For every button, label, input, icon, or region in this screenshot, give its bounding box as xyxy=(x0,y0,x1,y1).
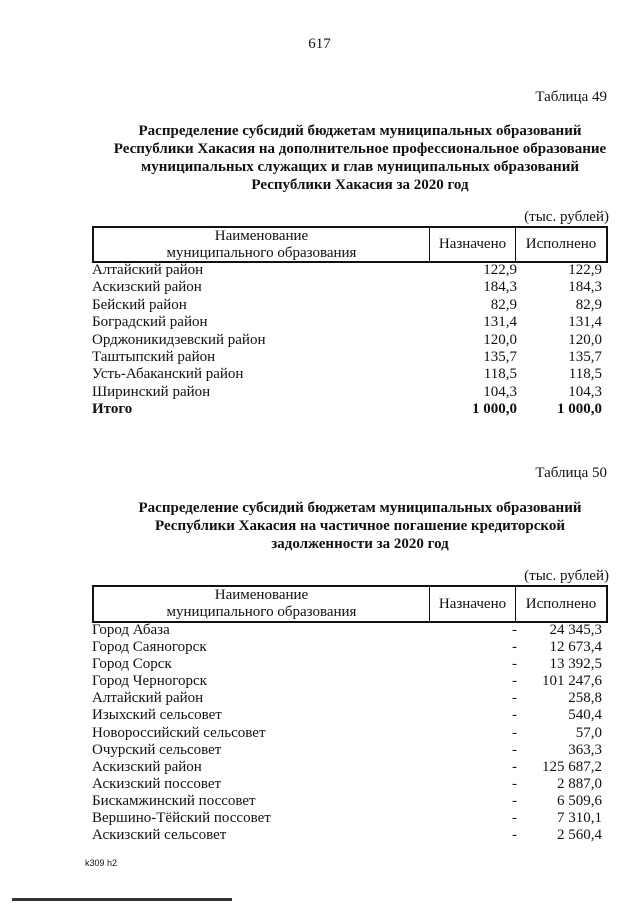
name-cell: Очурский сельсовет xyxy=(92,741,222,758)
executed-cell: 122,9 xyxy=(568,262,602,278)
assigned-cell: - xyxy=(512,724,517,741)
table-row xyxy=(92,332,608,349)
name-cell: Аскизский сельсовет xyxy=(92,827,227,844)
assigned-cell: 82,9 xyxy=(490,296,517,313)
header-name-line: Наименование xyxy=(214,227,309,244)
header-name-line: Наименование xyxy=(214,587,309,603)
table-50-units: (тыс. рублей) xyxy=(524,568,609,584)
table-49-title xyxy=(60,122,639,194)
header-name-line: муниципального образования xyxy=(166,244,357,261)
assigned-cell: - xyxy=(512,622,517,638)
header-name-line: муниципального образования xyxy=(166,604,357,620)
assigned-cell: - xyxy=(512,673,517,690)
executed-cell: 131,4 xyxy=(568,314,602,331)
assigned-cell: - xyxy=(512,810,517,827)
executed-cell: 2 560,4 xyxy=(557,827,602,844)
executed-cell: 120,0 xyxy=(568,331,602,348)
name-cell: Город Сорск xyxy=(92,656,172,673)
executed-cell: 540,4 xyxy=(568,707,602,724)
name-cell: Бискамжинский поссовет xyxy=(92,792,256,809)
executed-cell: 125 687,2 xyxy=(542,758,602,775)
header-executed: Исполнено xyxy=(525,236,597,252)
executed-cell: 363,3 xyxy=(568,741,602,758)
name-cell: Орджоникидзевский район xyxy=(92,331,266,348)
executed-cell: 1 000,0 xyxy=(557,401,602,418)
table-row xyxy=(92,759,608,776)
assigned-cell: - xyxy=(512,741,517,758)
title-line: муниципальных служащих и глав муниципальных образований xyxy=(141,159,579,175)
name-cell: Аскизский поссовет xyxy=(92,775,222,792)
name-cell: Алтайский район xyxy=(92,690,204,707)
assigned-cell: - xyxy=(512,758,517,775)
table-row xyxy=(92,622,608,639)
executed-cell: 104,3 xyxy=(568,383,602,400)
executed-cell: 2 887,0 xyxy=(557,775,602,792)
name-cell: Алтайский район xyxy=(92,262,204,278)
executed-cell: 6 509,6 xyxy=(557,792,602,809)
table-49-units: (тыс. рублей) xyxy=(524,209,609,225)
name-cell: Аскизский район xyxy=(92,279,202,296)
executed-cell: 12 673,4 xyxy=(549,639,602,656)
assigned-cell: 131,4 xyxy=(483,314,517,331)
assigned-cell: 120,0 xyxy=(483,331,517,348)
table-row xyxy=(92,810,608,827)
assigned-cell: - xyxy=(512,707,517,724)
table-49-body xyxy=(92,262,608,419)
executed-cell: 258,8 xyxy=(568,690,602,707)
table-50-body xyxy=(92,622,608,844)
table-row xyxy=(92,639,608,656)
table-row xyxy=(92,262,608,279)
table-row xyxy=(92,349,608,366)
assigned-cell: 135,7 xyxy=(483,348,517,365)
table-row xyxy=(92,725,608,742)
table-row xyxy=(92,384,608,401)
assigned-cell: 184,3 xyxy=(483,279,517,296)
table-row xyxy=(92,742,608,759)
name-cell: Вершино-Тёйский поссовет xyxy=(92,810,271,827)
table-row xyxy=(92,793,608,810)
executed-cell: 13 392,5 xyxy=(549,656,602,673)
name-cell: Изыхский сельсовет xyxy=(92,707,222,724)
assigned-cell: 1 000,0 xyxy=(472,401,517,418)
assigned-cell: - xyxy=(512,827,517,844)
name-cell: Таштыпский район xyxy=(92,348,216,365)
table-row xyxy=(92,366,608,383)
assigned-cell: - xyxy=(512,639,517,656)
header-assigned: Назначено xyxy=(430,228,516,261)
scan-edge-line xyxy=(12,898,232,901)
table-row xyxy=(92,297,608,314)
title-line: Республики Хакасия на частичное погашение кредиторской xyxy=(155,518,565,534)
name-cell: Город Саяногорск xyxy=(92,639,207,656)
page-number: 617 xyxy=(308,36,331,52)
assigned-cell: - xyxy=(512,656,517,673)
table-row xyxy=(92,279,608,296)
header-name xyxy=(94,228,430,261)
header-name xyxy=(94,587,430,621)
name-cell: Боградский район xyxy=(92,314,208,331)
executed-cell: 135,7 xyxy=(568,348,602,365)
name-cell: Ширинский район xyxy=(92,383,211,400)
executed-cell: 57,0 xyxy=(575,724,602,741)
assigned-cell: 122,9 xyxy=(483,262,517,278)
table-row xyxy=(92,690,608,707)
table-row xyxy=(92,314,608,331)
table-row xyxy=(92,656,608,673)
table-49-label: Таблица 49 xyxy=(535,89,607,105)
table-50-title xyxy=(60,499,639,553)
assigned-cell: - xyxy=(512,690,517,707)
assigned-cell: 104,3 xyxy=(483,383,517,400)
table-49-header xyxy=(92,226,608,263)
executed-cell: 7 310,1 xyxy=(557,810,602,827)
title-line: Распределение субсидий бюджетам муниципальных образований xyxy=(138,500,582,516)
table-50-label: Таблица 50 xyxy=(535,465,607,481)
executed-cell: 82,9 xyxy=(575,296,602,313)
table-row xyxy=(92,827,608,844)
table-50-header xyxy=(92,585,608,623)
assigned-cell: - xyxy=(512,792,517,809)
total-row xyxy=(92,401,608,418)
executed-cell: 184,3 xyxy=(568,279,602,296)
table-row xyxy=(92,673,608,690)
assigned-cell: 118,5 xyxy=(483,366,517,383)
title-line: Республики Хакасия за 2020 год xyxy=(251,177,469,193)
name-cell: Итого xyxy=(92,401,133,418)
footer-code: k309 h2 xyxy=(85,858,118,868)
executed-cell: 118,5 xyxy=(568,366,602,383)
name-cell: Аскизский район xyxy=(92,758,202,775)
table-row xyxy=(92,776,608,793)
name-cell: Город Черногорск xyxy=(92,673,207,690)
header-executed: Исполнено xyxy=(525,595,597,612)
name-cell: Усть-Абаканский район xyxy=(92,366,244,383)
name-cell: Бейский район xyxy=(92,296,187,313)
name-cell: Новороссийский сельсовет xyxy=(92,724,266,741)
header-assigned: Назначено xyxy=(430,587,516,621)
title-line: Республики Хакасия на дополнительное профессиональное образование xyxy=(113,141,607,157)
assigned-cell: - xyxy=(512,775,517,792)
executed-cell: 101 247,6 xyxy=(542,673,602,690)
title-line: задолженности за 2020 год xyxy=(271,536,449,552)
table-row xyxy=(92,707,608,724)
executed-cell: 24 345,3 xyxy=(549,622,602,638)
name-cell: Город Абаза xyxy=(92,622,170,638)
title-line: Распределение субсидий бюджетам муниципальных образований xyxy=(138,123,582,139)
